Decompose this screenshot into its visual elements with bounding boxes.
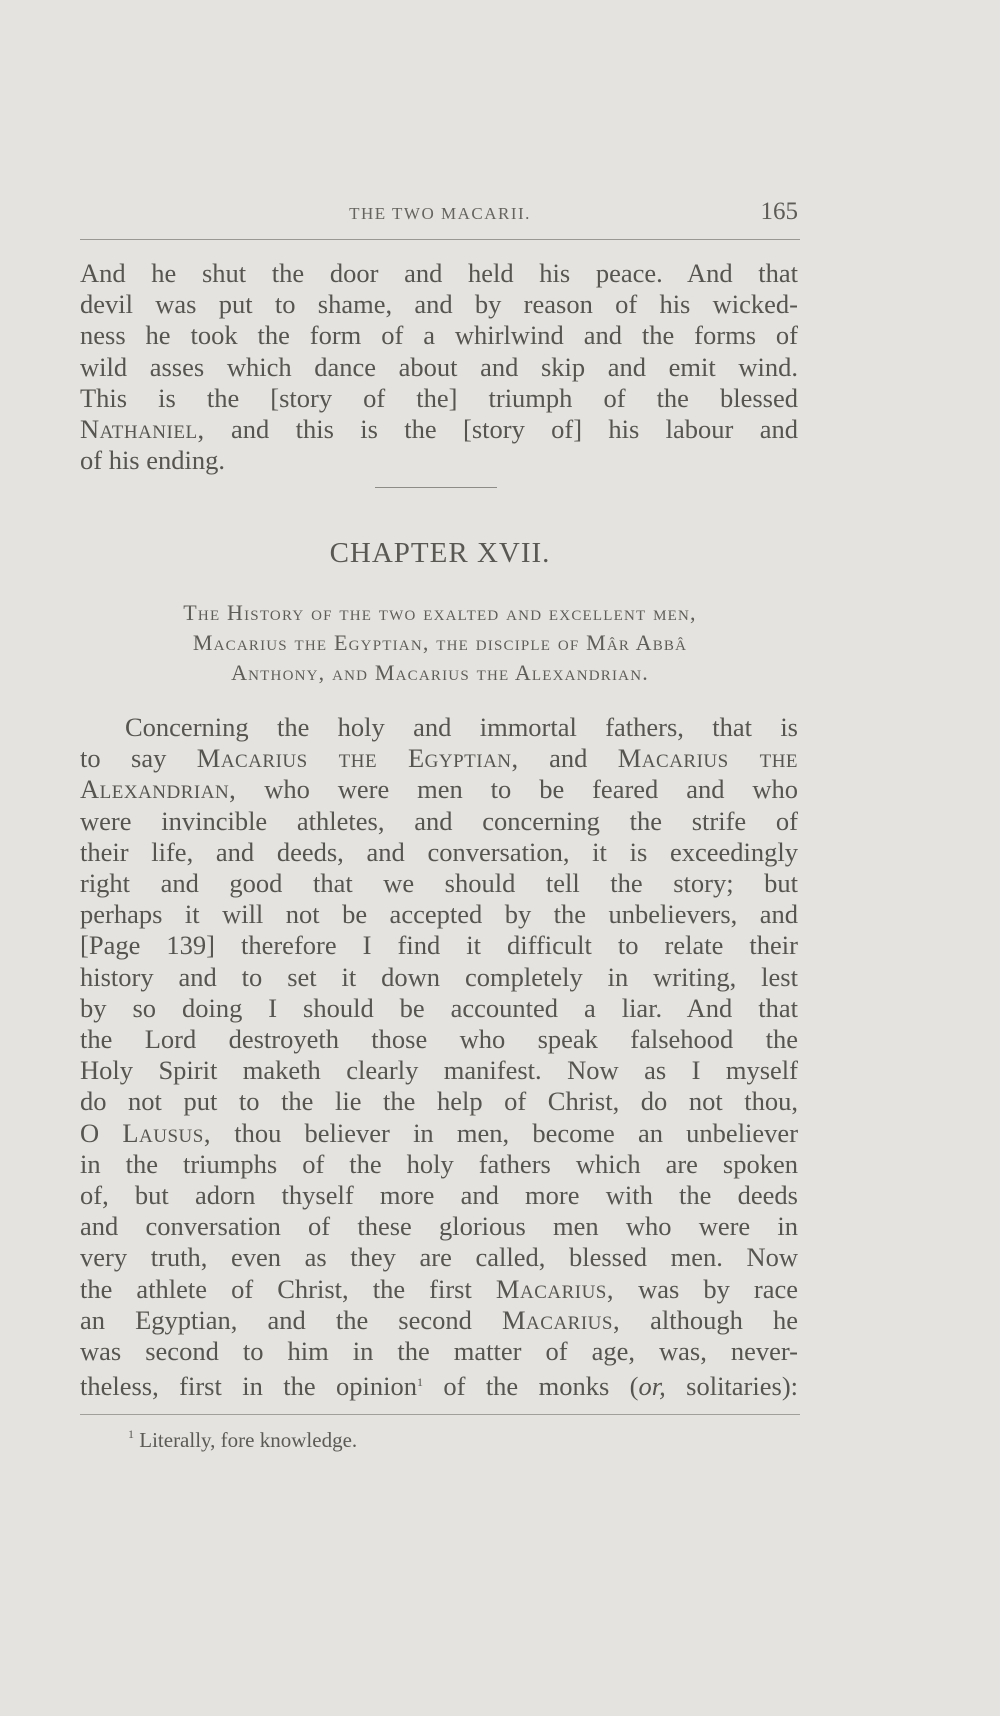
text-line xyxy=(80,414,798,445)
text-line: in the triumphs of the holy fathers which are spoken xyxy=(80,1148,798,1179)
subtitle-line: The History of the two exalted and excellent men, xyxy=(183,600,697,625)
text-line: devil was put to shame, and by reason of his wicked- xyxy=(80,289,798,320)
page-header xyxy=(80,198,800,234)
text-line xyxy=(80,1274,798,1305)
text-line: the Lord destroyeth those who speak falsehood the xyxy=(80,1024,798,1055)
text-fragment: theless, first in the opinion xyxy=(80,1371,417,1402)
text-line: [Page 139] therefore I find it difficult to relate their xyxy=(80,930,798,961)
text-fragment: solitaries): xyxy=(686,1371,799,1402)
chapter-heading: CHAPTER XVII. xyxy=(329,537,551,569)
text-fragment: although he xyxy=(650,1304,799,1335)
chapter-paragraph xyxy=(80,712,798,1402)
text-line: were invincible athletes, and concerning the strife of xyxy=(80,805,798,836)
italic-or: or, xyxy=(638,1371,666,1402)
footnote-rule xyxy=(80,1414,800,1415)
text-line: of his ending. xyxy=(80,445,225,476)
text-line: perhaps it will not be accepted by the unbelievers, and xyxy=(80,899,798,930)
text-line xyxy=(80,743,798,774)
text-line: was second to him in the matter of age, was, never- xyxy=(80,1336,798,1367)
text-line: their life, and deeds, and conversation, it is exceedingly xyxy=(80,836,798,867)
text-line: Concerning the holy and immortal fathers, that is xyxy=(125,712,798,742)
text-line xyxy=(80,1367,798,1402)
text-line: and conversation of these glorious men who were in xyxy=(80,1211,798,1242)
footnote-text: Literally, fore knowledge. xyxy=(139,1428,358,1452)
text-line: wild asses which dance about and skip and emit wind. xyxy=(80,351,798,382)
text-fragment: to say xyxy=(80,743,167,774)
text-line: of, but adorn thyself more and more with the deeds xyxy=(80,1180,798,1211)
name-macarius: Macarius, xyxy=(495,1273,614,1304)
text-fragment: the athlete of Christ, the first xyxy=(80,1273,472,1304)
footnote-marker: 1 xyxy=(128,1427,134,1441)
text-line: This is the [story of the] triumph of the blessed xyxy=(80,382,798,413)
closing-paragraph xyxy=(80,258,798,476)
text-fragment: of the monks ( xyxy=(443,1371,639,1402)
subtitle-line: Anthony, and Macarius the Alexandrian. xyxy=(231,660,649,685)
text-fragment: O xyxy=(80,1117,100,1148)
name-nathaniel: Nathaniel, xyxy=(80,414,205,445)
header-rule xyxy=(80,239,800,240)
running-title: THE TWO MACARII. xyxy=(349,204,531,223)
text-line xyxy=(80,774,798,805)
footnote-reference: 1 xyxy=(416,1375,423,1390)
text-line: ness he took the form of a whirlwind and the forms of xyxy=(80,320,798,351)
text-line: history and to set it down completely in writing, lest xyxy=(80,961,798,992)
text-fragment: and this is the [story of] his labour and xyxy=(231,414,798,445)
subtitle-line: Macarius the Egyptian, the disciple of Mâr Abbâ xyxy=(192,630,688,655)
name-macarius: Macarius, xyxy=(501,1304,621,1335)
text-fragment: and xyxy=(549,743,588,774)
text-line: very truth, even as they are called, blessed men. Now xyxy=(80,1242,798,1273)
name-alexandrian: Alexandrian, xyxy=(80,774,237,805)
text-line: right and good that we should tell the story; but xyxy=(80,868,798,899)
text-line: Holy Spirit maketh clearly manifest. Now as I myself xyxy=(80,1055,798,1086)
name-lausus: Lausus, xyxy=(122,1117,211,1148)
footnote xyxy=(128,1427,357,1453)
chapter-subtitle xyxy=(80,598,800,688)
text-line: by so doing I should be accounted a liar. And that xyxy=(80,992,798,1023)
text-line: And he shut the door and held his peace. And that xyxy=(80,258,798,288)
text-fragment: an Egyptian, and the second xyxy=(80,1304,472,1335)
text-fragment: thou believer in men, become an unbeliever xyxy=(234,1117,799,1148)
name-macarius-egyptian: Macarius the Egyptian, xyxy=(196,743,519,774)
section-divider xyxy=(375,487,497,488)
text-fragment: was by race xyxy=(638,1273,798,1304)
text-fragment: who were men to be feared and who xyxy=(264,774,798,805)
text-line: do not put to the lie the help of Christ, do not thou, xyxy=(80,1086,798,1117)
name-macarius: Macarius the xyxy=(617,743,799,774)
text-line xyxy=(80,1118,798,1149)
page-number: 165 xyxy=(760,198,798,225)
text-line xyxy=(80,1305,798,1336)
